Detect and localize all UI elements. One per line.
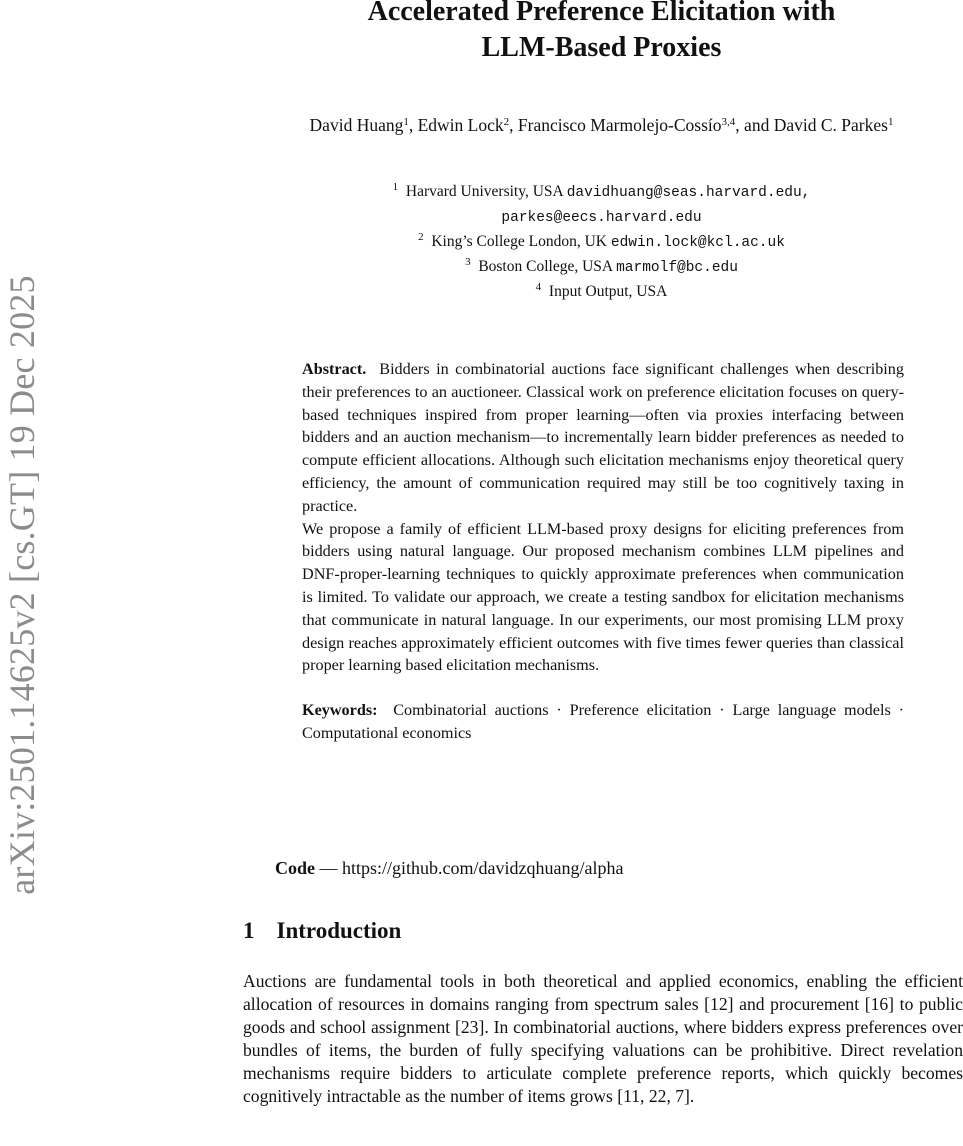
author-name: David Huang [309,115,404,135]
author-name: Edwin Lock [417,115,504,135]
author-affil-mark: 3,4 [721,116,736,128]
affiliation-text: Input Output, USA [548,283,668,300]
abstract-text: Bidders in combinatorial auctions face significant challenges when describing their preferences to an auctioneer. Classical work on preference elicitation focuses on query-based techniques inspired from proper learning—often via proxies interfacing between bidders and an auction mechanism—to incrementally learn bidder preferences as needed to compute efficient allocations. Although such elicitation mechanisms enjoy theoretical query efficiency, the amount of communication required may still be too cognitively taxing in practice. [302,360,904,515]
abstract-block [302,358,904,745]
abstract-label: Abstract. [302,360,367,378]
intro-paragraph: Auctions are fundamental tools in both theoretical and applied economics, enabling the efficient allocation of resources in domains ranging from spectrum sales [12] and procurement [16] to public goods and school assignment [23]. In combinatorial auctions, where bidders express preferences over bundles of items, the burden of fully specifying valuations can be prohibitive. Direct revelation mechanisms require bidders to articulate complete preference reports, which quickly becomes cognitively intractable as the number of items grows [11, 22, 7]. [243,971,963,1106]
abstract-paragraph-1 [302,358,904,518]
title-line-2: LLM-Based Proxies [481,32,722,63]
affiliation [240,230,963,255]
affiliation [240,180,963,205]
keywords-text: Combinatorial auctions · Preference elicitation · Large language models · Computational economics [302,701,904,742]
code-link-line [275,856,623,880]
author-separator: , and [735,115,774,135]
section-title: Introduction [276,918,402,943]
author-affil-mark: 2 [503,116,510,128]
email-link[interactable]: marmolf@bc.edu [616,260,738,276]
author-name: Francisco Marmolejo-Cossío [517,115,722,135]
affiliation-text: Boston College, USA [478,258,613,275]
author-separator: , [408,115,418,135]
arxiv-identifier: arXiv:2501.14625v2 [cs.GT] 19 Dec 2025 [2,275,42,895]
affiliation-text: King’s College London, UK [431,233,607,250]
affiliation [240,280,963,303]
author-affil-mark: 1 [403,116,409,128]
affiliation-text: Harvard University, USA [405,183,563,200]
keywords-line [302,699,904,745]
affiliation-continued [240,205,963,230]
section-number: 1 [243,918,255,943]
author-name: David C. Parkes [773,115,888,135]
affiliation-mark: 2 [418,231,424,243]
email-link[interactable]: edwin.lock@kcl.ac.uk [610,235,785,251]
arxiv-sidebar [0,0,44,1146]
abstract-paragraph-2: We propose a family of efficient LLM-based proxy designs for eliciting preferences from bidders using natural language. Our proposed mechanism combines LLM pipelines and DNF-proper-learning techniques to quickly approximate preferences when communication is limited. To validate our approach, we create a testing sandbox for elicitation mechanisms that communicate in natural language. In our experiments, our most promising LLM proxy design reaches approximately efficient outcomes with five times fewer queries than classical proper learning based elicitation mechanisms. [302,519,904,675]
email-link[interactable]: parkes@eecs.harvard.edu [501,210,702,226]
affiliation-list [240,180,963,303]
keywords-label: Keywords: [302,701,378,720]
code-url-link[interactable]: https://github.com/davidzqhuang/alpha [342,858,624,878]
author-affil-mark: 1 [887,116,894,128]
author-separator: , [509,115,518,135]
code-label: Code [275,858,315,878]
affiliation [240,255,963,280]
affiliation-mark: 3 [465,256,471,268]
intro-body [243,970,963,1108]
code-separator: — [315,858,342,878]
title-line-1: Accelerated Preference Elicitation with [367,0,836,27]
affiliation-mark: 1 [392,181,399,193]
paper-title [240,0,963,66]
section-heading [243,918,401,944]
email-link[interactable]: davidhuang@seas.harvard.edu, [566,185,811,201]
author-list [240,114,963,137]
affiliation-mark: 4 [535,281,542,293]
